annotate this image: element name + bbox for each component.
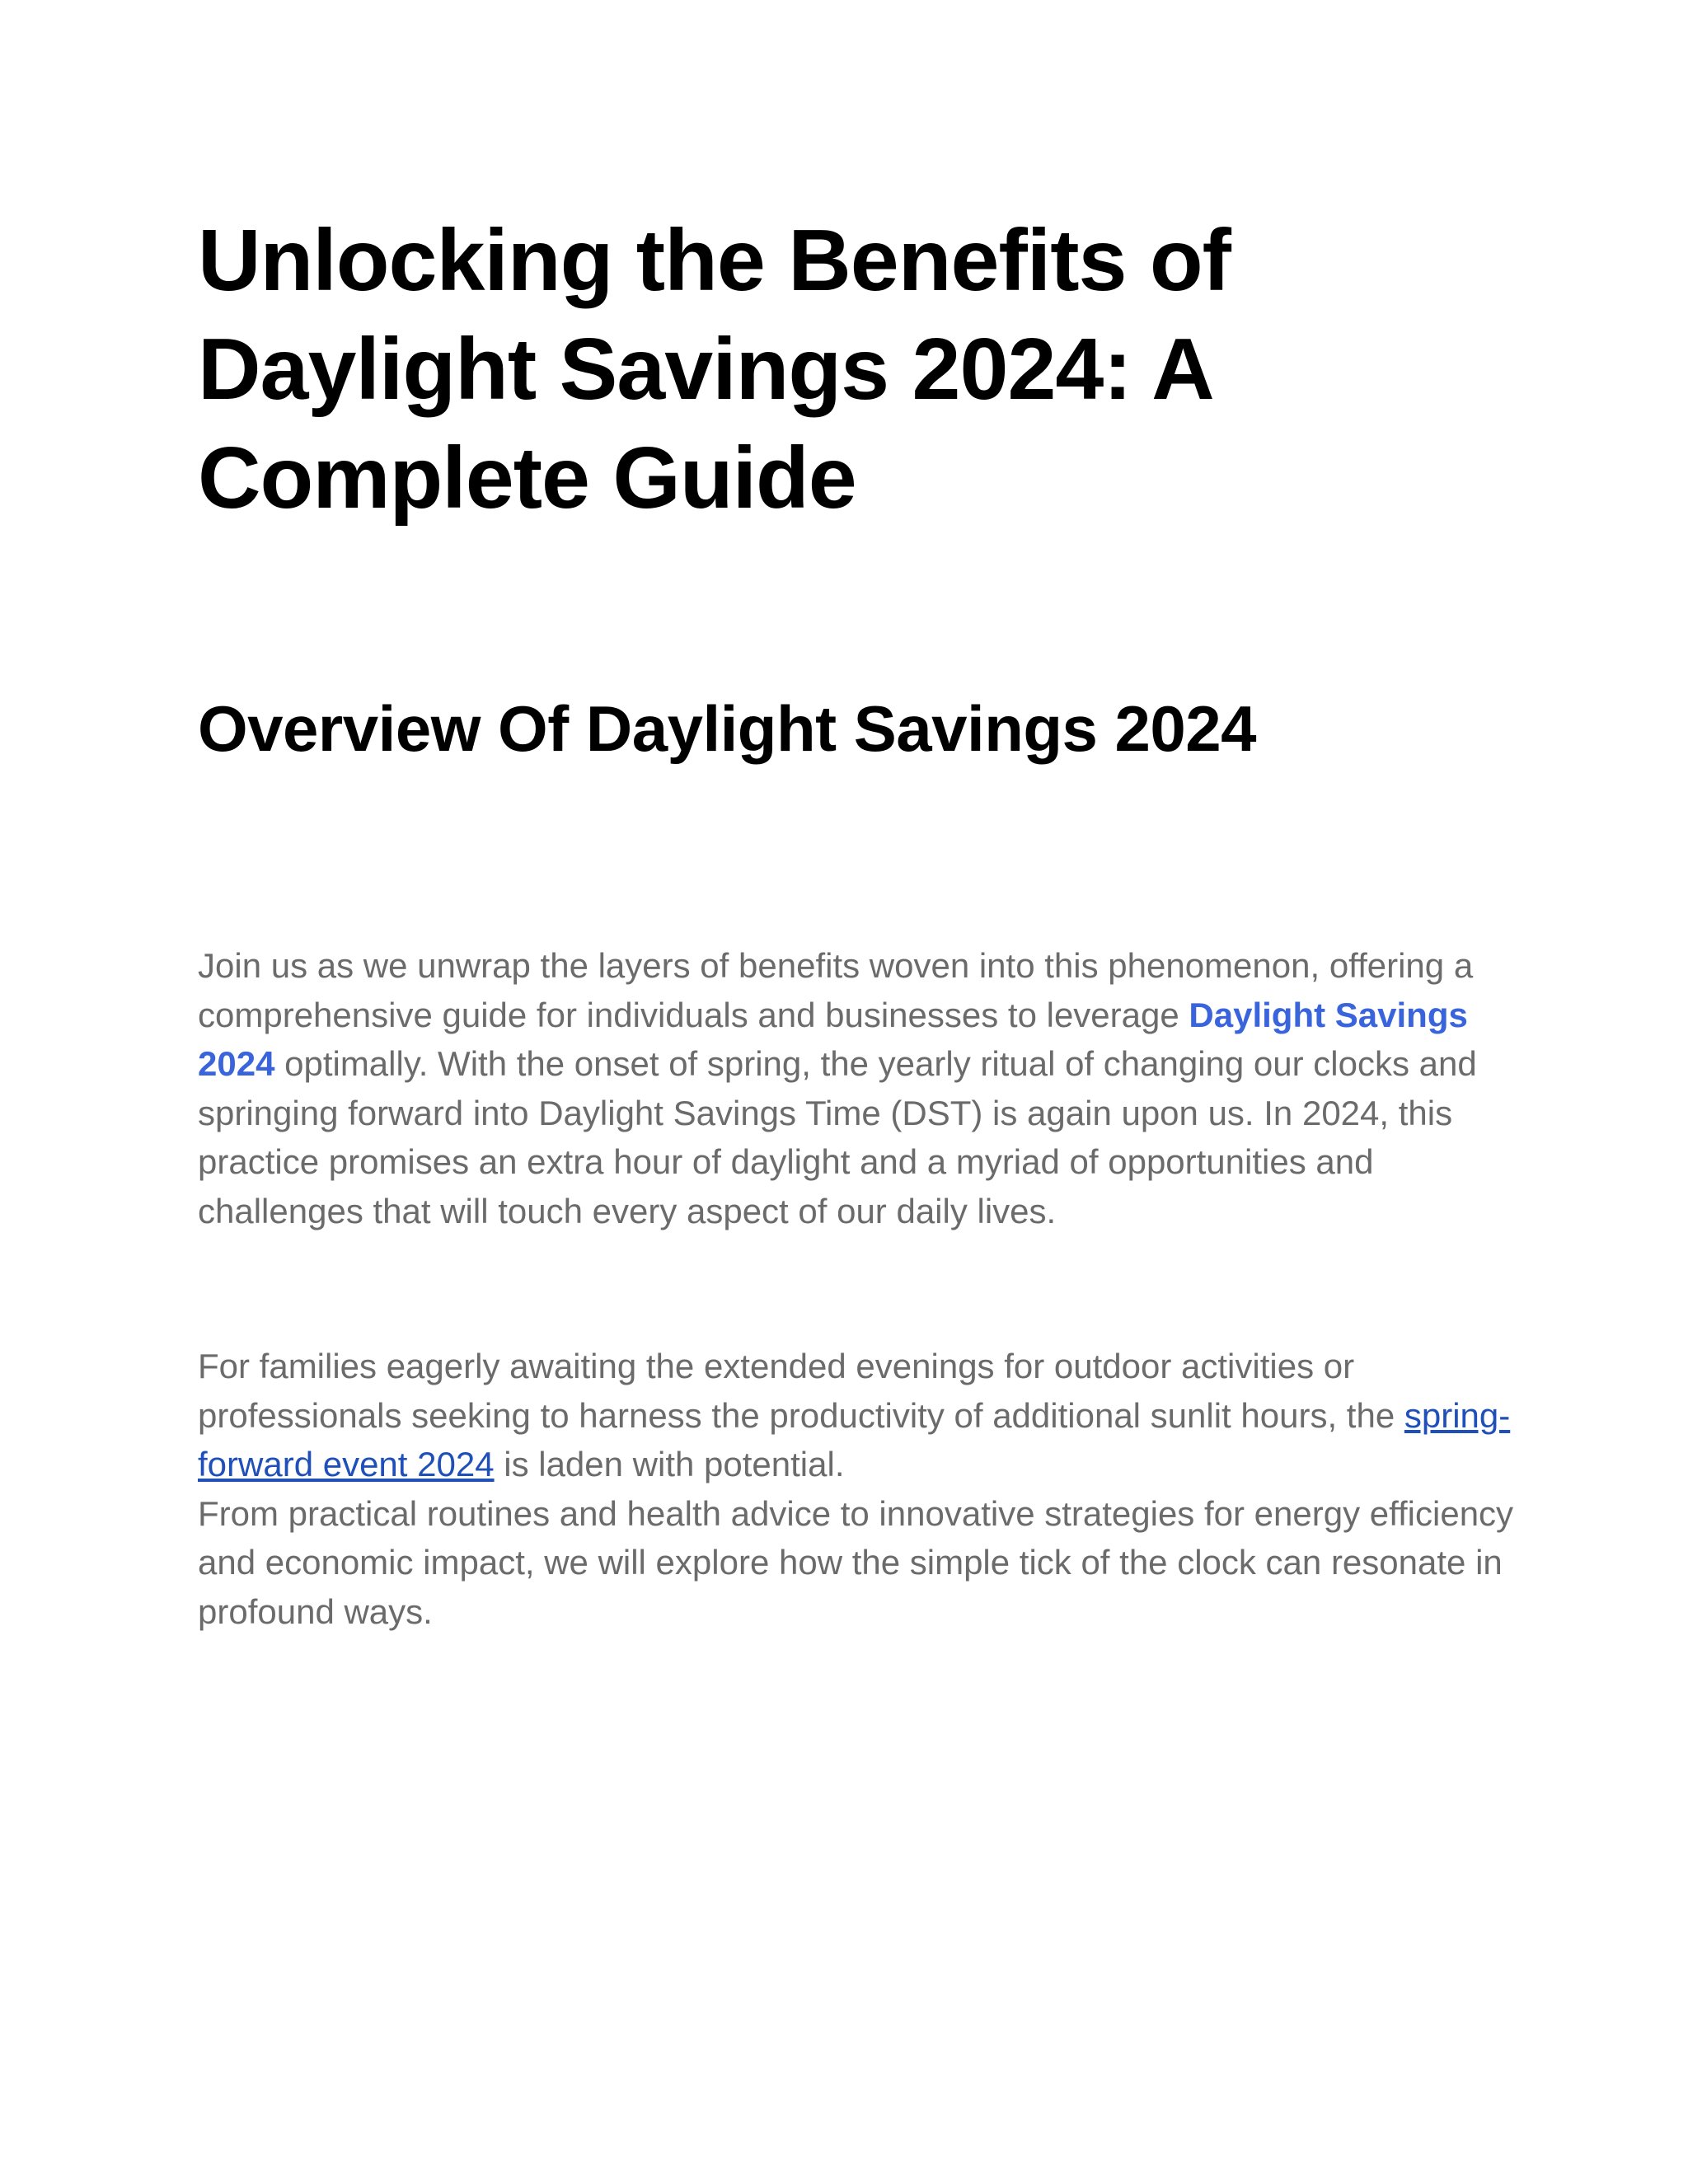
second-text-mid: is laden with potential. — [494, 1445, 845, 1483]
spring-forward-link[interactable]: spring-forward event 2024 — [198, 1395, 1511, 1483]
second-paragraph — [198, 1342, 1517, 1636]
section-heading: Overview Of Daylight Savings 2024 — [198, 692, 1257, 765]
intro-text-end: optimally. With the onset of spring, the yearly ritual of changing our clocks and springing forward into Daylight Savings Time (DST) is again upon us. In 2024, this practice promises an extra hour of daylight and a myriad of opportunities and challenges that will touch every aspect of our daily lives. — [198, 1044, 1477, 1230]
second-text-start: For families eagerly awaiting the extended evenings for outdoor activities or professionals seeking to harness the productivity of additional sunlit hours, the — [198, 1347, 1404, 1435]
keyword-daylight-savings: Daylight Savings 2024 — [198, 995, 1468, 1083]
intro-text-start: Join us as we unwrap the layers of benefits woven into this phenomenon, offering a comprehensive guide for individuals and businesses to leverage — [198, 946, 1474, 1034]
page-title: Unlocking the Benefits of Daylight Savings 2024: A Complete Guide — [198, 212, 1231, 527]
second-text-end: From practical routines and health advice to innovative strategies for energy efficiency and economic impact, we will explore how the simple tick of the clock can resonate in profound ways. — [198, 1493, 1514, 1631]
intro-paragraph — [198, 941, 1517, 1235]
